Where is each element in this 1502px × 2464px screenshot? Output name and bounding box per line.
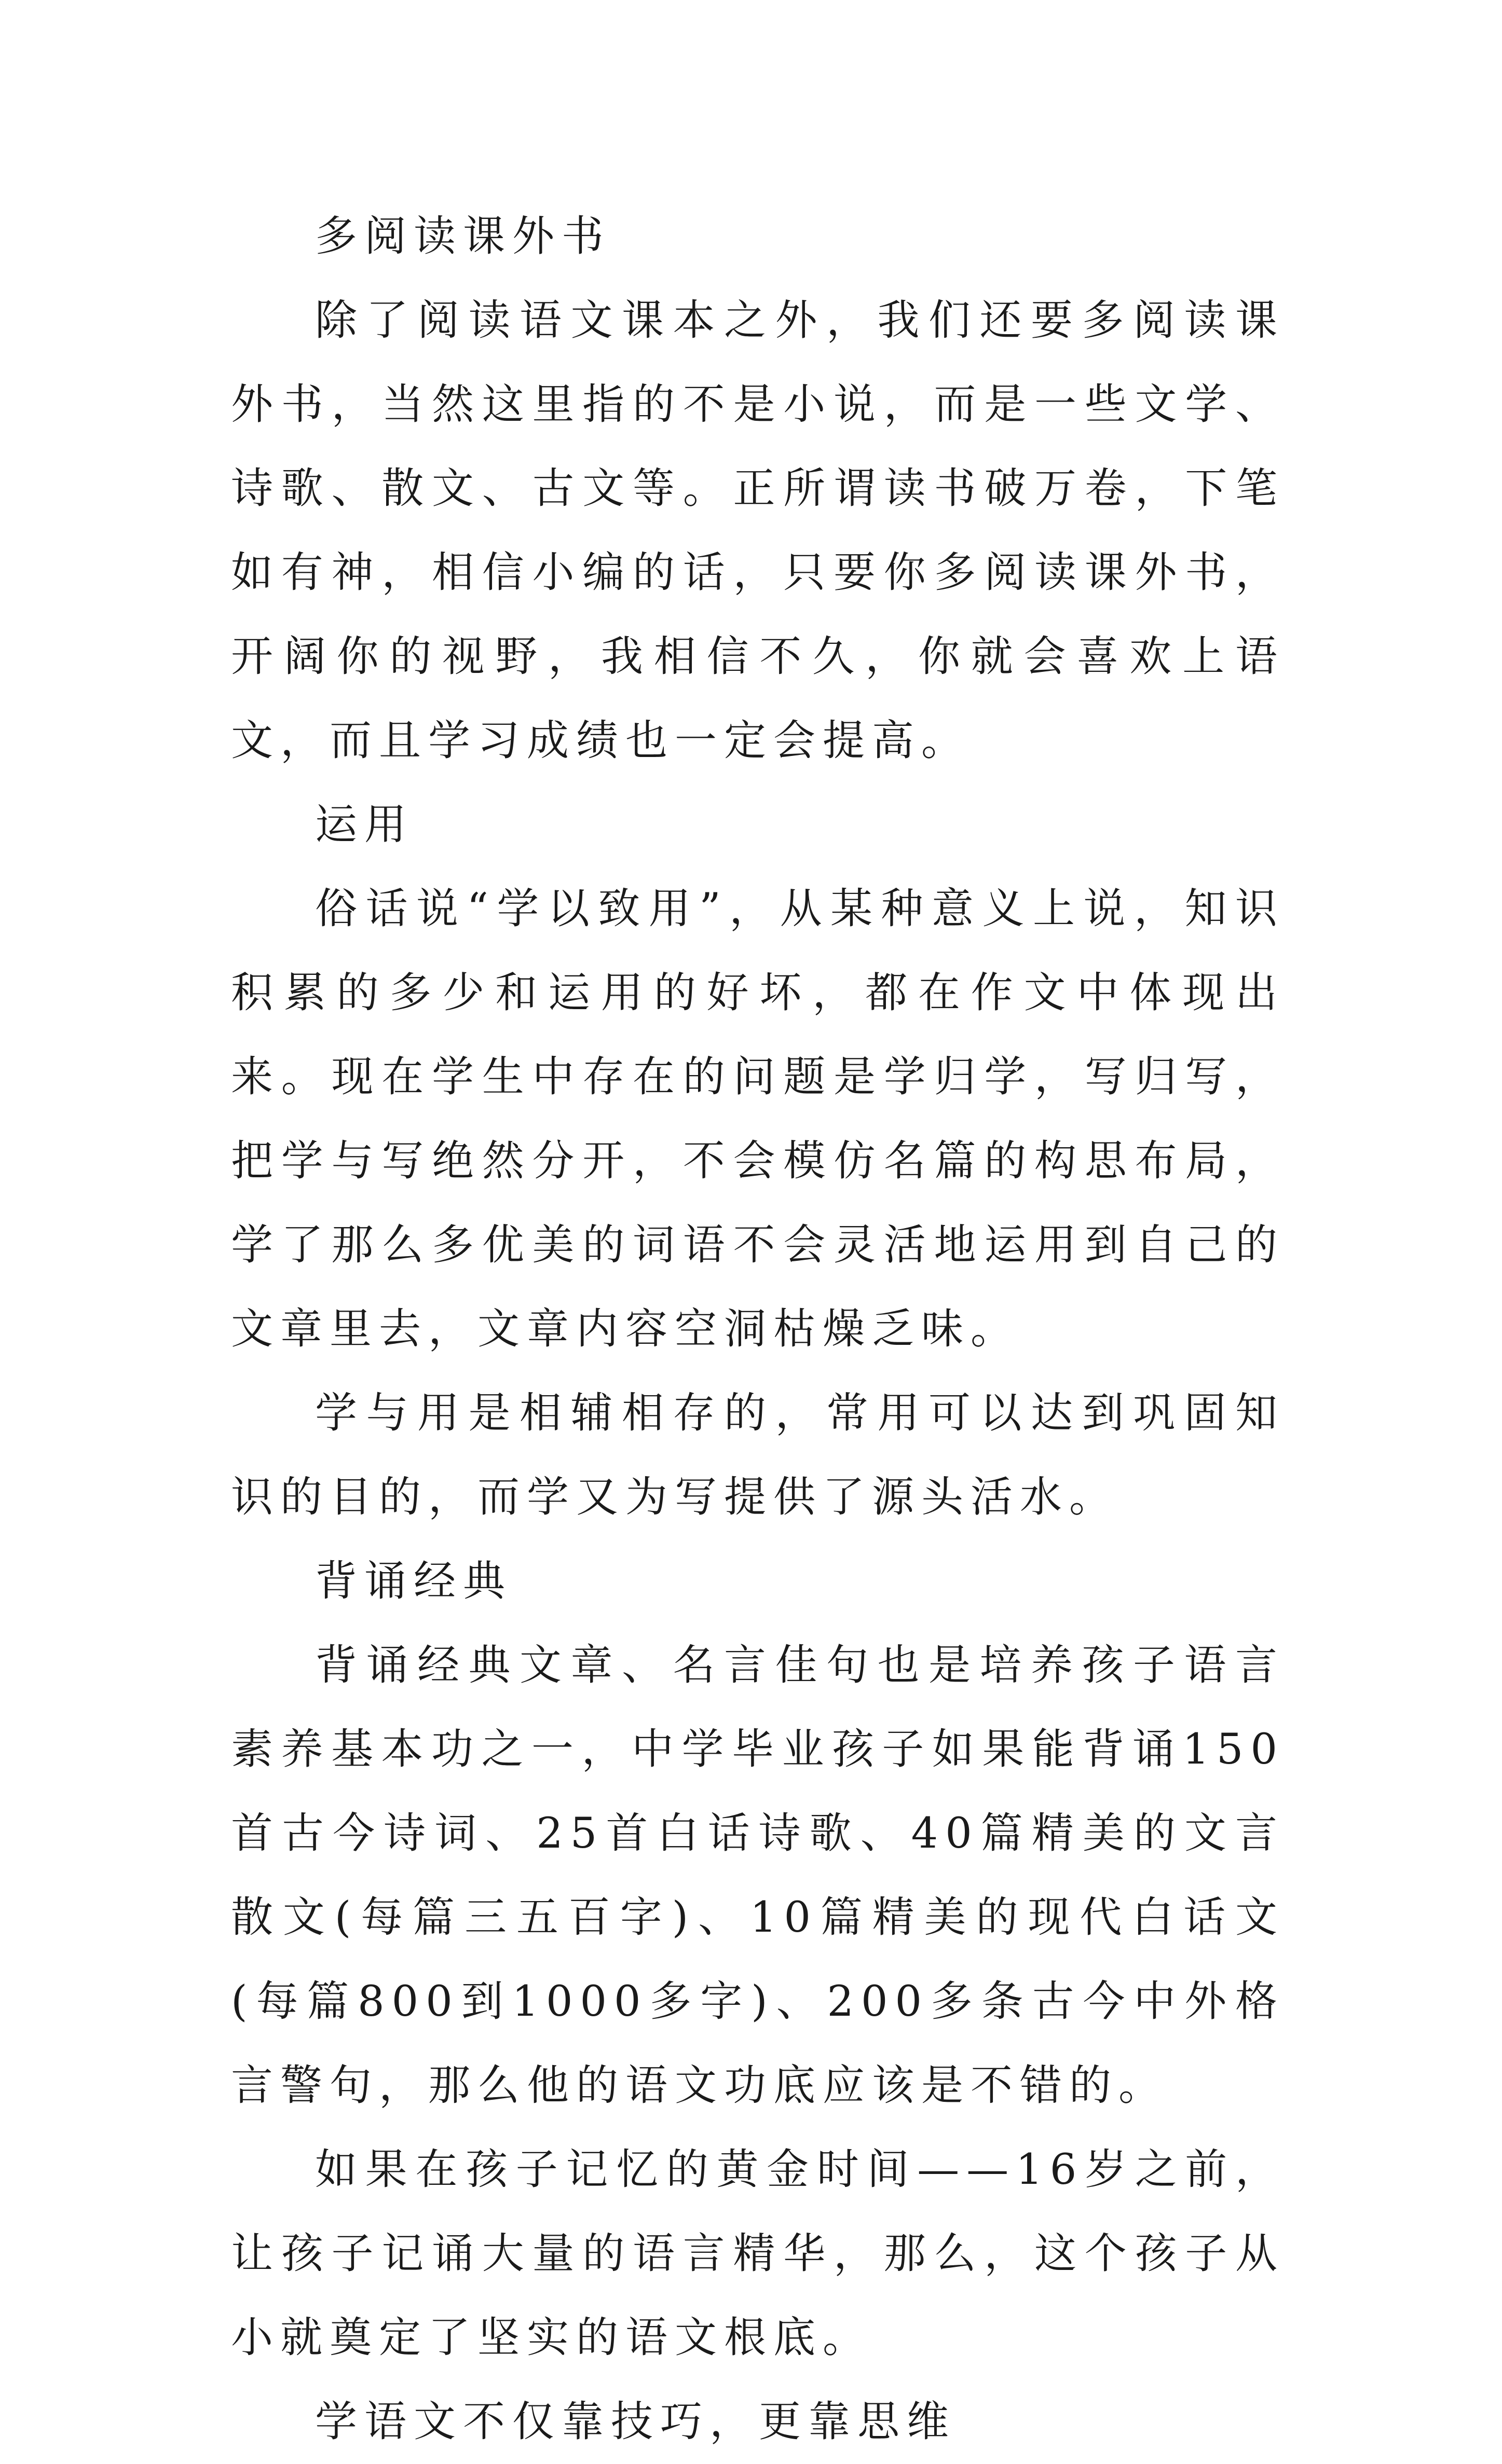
paragraph-golden-time: 如果在孩子记忆的黄金时间——16岁之前，让孩子记诵大量的语言精华，那么，这个孩子从小就奠定了坚实的语文根底。 <box>231 2145 1285 2362</box>
paragraph-recitation: 背诵经典文章、名言佳句也是培养孩子语言素养基本功之一，中学毕业孩子如果能背诵150首古今诗词、25首白话诗歌、40篇精美的文言散文(每篇三五百字)、10篇精美的现代白话文(每篇800到1000多字)、200多条古今中外格言警句，那么他的语文功底应该是不错的。 <box>231 1641 1285 2110</box>
paragraph-usage: 俗话说“学以致用”，从某种意义上说，知识积累的多少和运用的好坏，都在作文中体现出来。现在学生中存在的问题是学归学，写归写，把学与写绝然分开，不会模仿名篇的构思布局，学了那么多优美的词语不会灵活地运用到自己的文章里去，文章内容空洞枯燥乏味。 <box>231 885 1285 1354</box>
section-heading-recitation: 背诵经典 <box>315 1557 513 1606</box>
section-heading-reading: 多阅读课外书 <box>315 212 611 261</box>
section-heading-usage: 运用 <box>315 801 414 849</box>
section-heading-thinking: 学语文不仅靠技巧，更靠思维 <box>315 2398 957 2446</box>
paragraph-learning-and-use: 学与用是相辅相存的，常用可以达到巩固知识的目的，而学又为写提供了源头活水。 <box>231 1389 1285 1522</box>
paragraph-reading: 除了阅读语文课本之外，我们还要多阅读课外书，当然这里指的不是小说，而是一些文学、诗歌、散文、古文等。正所谓读书破万卷，下笔如有神，相信小编的话，只要你多阅读课外书，开阔你的视野，我相信不久，你就会喜欢上语文，而且学习成绩也一定会提高。 <box>231 296 1285 765</box>
